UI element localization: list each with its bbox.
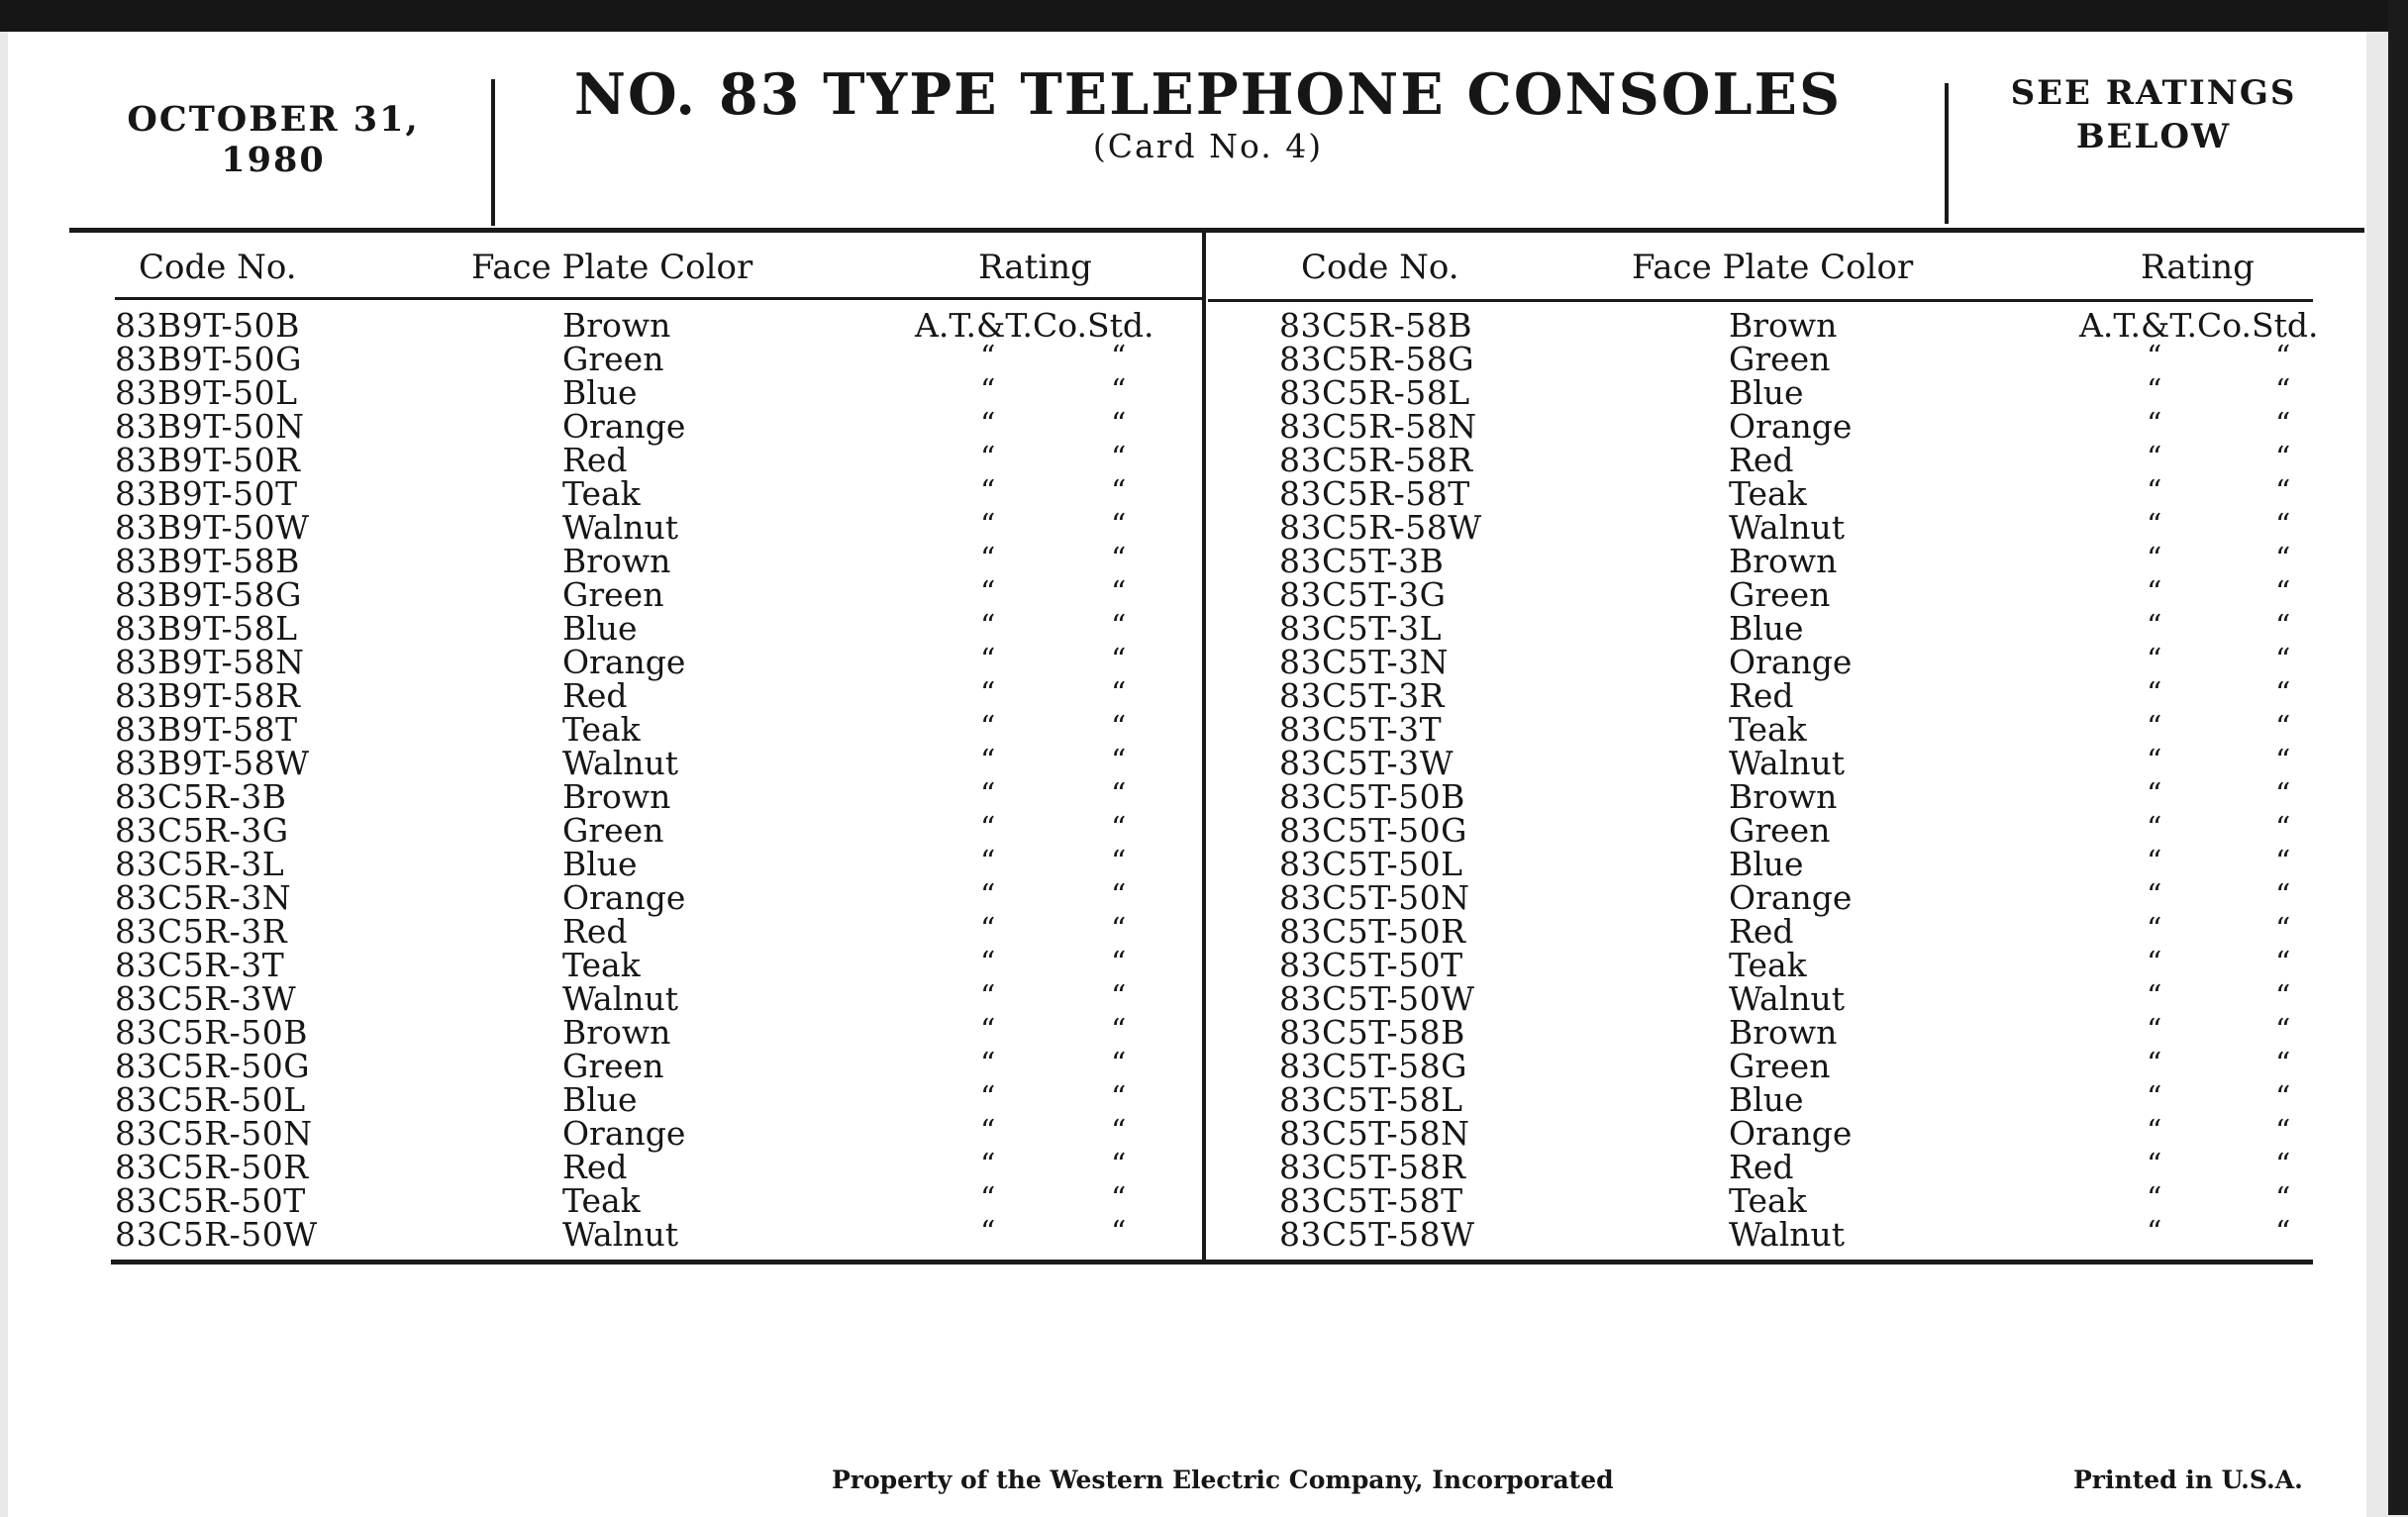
ratings-note: [1970, 71, 2337, 158]
ditto-mark: “: [2275, 878, 2291, 913]
code-cell: 83B9T-58L: [115, 609, 298, 648]
ditto-mark: “: [1111, 340, 1127, 374]
code-cell: 83C5R-50B: [115, 1013, 308, 1052]
ditto-mark: “: [2275, 676, 2291, 711]
ditto-mark: “: [2275, 1181, 2291, 1216]
right-column-head-rule: [1208, 299, 2313, 302]
code-cell: 83C5R-3N: [115, 878, 292, 917]
code-cell: 83B9T-58B: [115, 542, 300, 580]
ditto-mark: “: [980, 575, 996, 610]
ditto-mark: “: [1111, 1080, 1127, 1115]
code-cell: 83C5T-3R: [1279, 676, 1445, 715]
color-cell: Walnut: [1729, 979, 1846, 1018]
ditto-mark: “: [980, 1181, 996, 1216]
code-cell: 83C5T-50T: [1279, 946, 1463, 984]
scan-top-border: [0, 0, 2408, 32]
code-cell: 83C5R-58W: [1279, 508, 1482, 547]
ditto-mark: “: [980, 1114, 996, 1149]
color-cell: Red: [1729, 676, 1794, 715]
color-cell: Red: [1729, 441, 1794, 479]
code-cell: 83C5T-58N: [1279, 1114, 1470, 1153]
color-cell: Blue: [1729, 845, 1804, 883]
color-cell: Green: [562, 575, 664, 614]
code-cell: 83B9T-50R: [115, 441, 301, 479]
ditto-mark: “: [2147, 1013, 2162, 1048]
code-cell: 83C5R-3R: [115, 912, 288, 951]
code-cell: 83C5T-3T: [1279, 710, 1443, 749]
color-cell: Teak: [562, 474, 641, 513]
ditto-mark: “: [1111, 474, 1127, 509]
color-cell: Green: [1729, 811, 1831, 850]
left-code-header: Code No.: [139, 248, 297, 287]
color-cell: Walnut: [1729, 1215, 1846, 1254]
ditto-mark: “: [980, 474, 996, 509]
ditto-mark: “: [1111, 1047, 1127, 1081]
color-cell: Walnut: [562, 508, 679, 547]
color-cell: Brown: [1729, 777, 1838, 816]
code-cell: 83C5R-3W: [115, 979, 297, 1018]
code-cell: 83C5T-3W: [1279, 744, 1455, 782]
ditto-mark: “: [2147, 441, 2162, 475]
table-bottom-rule: [111, 1260, 2313, 1264]
ditto-mark: “: [980, 1215, 996, 1250]
color-cell: Teak: [1729, 946, 1807, 984]
ditto-mark: “: [1111, 912, 1127, 947]
ditto-mark: “: [2275, 912, 2291, 947]
ditto-mark: “: [2147, 744, 2162, 778]
code-cell: 83C5R-50T: [115, 1181, 306, 1220]
footer-property: Property of the Western Electric Company, Incorporated: [832, 1466, 1614, 1494]
code-cell: 83B9T-50N: [115, 407, 305, 446]
code-cell: 83C5R-50G: [115, 1047, 311, 1085]
code-cell: 83C5T-50W: [1279, 979, 1475, 1018]
ditto-mark: “: [1111, 1013, 1127, 1048]
ditto-mark: “: [2147, 912, 2162, 947]
code-cell: 83C5R-58R: [1279, 441, 1473, 479]
left-rating-header: Rating: [978, 248, 1092, 287]
code-cell: 83C5R-3B: [115, 777, 287, 816]
header-divider-right: [1945, 83, 1949, 224]
color-cell: Walnut: [562, 744, 679, 782]
ditto-mark: “: [2147, 407, 2162, 442]
ditto-mark: “: [2275, 710, 2291, 745]
color-cell: Teak: [1729, 710, 1807, 749]
left-column-head-rule: [115, 297, 1202, 300]
ditto-mark: “: [980, 946, 996, 980]
right-rating-header: Rating: [2141, 248, 2255, 287]
right-color-header: Face Plate Color: [1632, 248, 1914, 287]
color-cell: Green: [562, 811, 664, 850]
code-cell: 83C5T-50L: [1279, 845, 1463, 883]
left-color-header: Face Plate Color: [471, 248, 753, 287]
color-cell: Teak: [1729, 474, 1807, 513]
card-number: (Card No. 4): [1092, 127, 1324, 165]
right-code-header: Code No.: [1301, 248, 1459, 287]
color-cell: Red: [1729, 1148, 1794, 1186]
ditto-mark: “: [2275, 1047, 2291, 1081]
code-cell: 83C5T-58W: [1279, 1215, 1475, 1254]
color-cell: Blue: [562, 845, 638, 883]
code-cell: 83C5T-58B: [1279, 1013, 1465, 1052]
color-cell: Blue: [1729, 1080, 1804, 1119]
code-cell: 83C5T-58L: [1279, 1080, 1463, 1119]
code-cell: 83C5R-50N: [115, 1114, 313, 1153]
ditto-mark: “: [980, 373, 996, 408]
header-rule: [69, 228, 2364, 233]
ditto-mark: “: [980, 340, 996, 374]
ditto-mark: “: [980, 912, 996, 947]
ditto-mark: “: [2275, 340, 2291, 374]
code-cell: 83C5R-58T: [1279, 474, 1470, 513]
ditto-mark: “: [2275, 575, 2291, 610]
ditto-mark: “: [1111, 710, 1127, 745]
ditto-mark: “: [1111, 609, 1127, 644]
color-cell: Brown: [1729, 1013, 1838, 1052]
code-cell: 83C5T-58T: [1279, 1181, 1463, 1220]
color-cell: Green: [1729, 340, 1831, 378]
color-cell: Orange: [562, 878, 686, 917]
color-cell: Teak: [562, 710, 641, 749]
color-cell: Walnut: [562, 979, 679, 1018]
color-cell: Brown: [1729, 542, 1838, 580]
ditto-mark: “: [2275, 1013, 2291, 1048]
code-cell: 83B9T-50L: [115, 373, 298, 412]
code-cell: 83C5R-58L: [1279, 373, 1470, 412]
ditto-mark: “: [1111, 1181, 1127, 1216]
ditto-mark: “: [2275, 744, 2291, 778]
code-cell: 83C5R-58G: [1279, 340, 1475, 378]
ditto-mark: “: [2275, 777, 2291, 812]
rating-cell: A.T.&T.Co.Std.: [915, 306, 1154, 345]
ditto-mark: “: [2147, 946, 2162, 980]
ditto-mark: “: [1111, 777, 1127, 812]
color-cell: Red: [562, 441, 628, 479]
ditto-mark: “: [2147, 1215, 2162, 1250]
color-cell: Orange: [562, 1114, 686, 1153]
color-cell: Brown: [562, 542, 671, 580]
ditto-mark: “: [980, 643, 996, 677]
color-cell: Red: [562, 676, 628, 715]
ditto-mark: “: [980, 609, 996, 644]
ditto-mark: “: [2275, 946, 2291, 980]
ditto-mark: “: [2147, 1114, 2162, 1149]
ditto-mark: “: [980, 1080, 996, 1115]
ditto-mark: “: [2147, 777, 2162, 812]
ditto-mark: “: [980, 744, 996, 778]
ditto-mark: “: [1111, 542, 1127, 576]
ditto-mark: “: [2275, 845, 2291, 879]
code-cell: 83C5T-3L: [1279, 609, 1443, 648]
ditto-mark: “: [2147, 643, 2162, 677]
code-cell: 83C5R-3L: [115, 845, 285, 883]
color-cell: Green: [1729, 575, 1831, 614]
ditto-mark: “: [980, 811, 996, 846]
ditto-mark: “: [2147, 979, 2162, 1014]
code-cell: 83B9T-58T: [115, 710, 298, 749]
ditto-mark: “: [2275, 1215, 2291, 1250]
ditto-mark: “: [980, 1148, 996, 1182]
ditto-mark: “: [2147, 373, 2162, 408]
code-cell: 83C5R-58B: [1279, 306, 1472, 345]
ditto-mark: “: [1111, 979, 1127, 1014]
ditto-mark: “: [2275, 1148, 2291, 1182]
ditto-mark: “: [2275, 542, 2291, 576]
color-cell: Brown: [1729, 306, 1838, 345]
code-cell: 83C5T-50R: [1279, 912, 1466, 951]
code-cell: 83C5T-3G: [1279, 575, 1447, 614]
color-cell: Orange: [562, 407, 686, 446]
code-cell: 83B9T-58N: [115, 643, 305, 681]
ditto-mark: “: [2275, 811, 2291, 846]
ditto-mark: “: [2147, 676, 2162, 711]
ditto-mark: “: [980, 1013, 996, 1048]
ditto-mark: “: [980, 676, 996, 711]
page-title: NO. 83 TYPE TELEPHONE CONSOLES: [573, 61, 1843, 128]
ditto-mark: “: [2275, 609, 2291, 644]
color-cell: Brown: [562, 1013, 671, 1052]
code-cell: 83B9T-50G: [115, 340, 302, 378]
ditto-mark: “: [2275, 407, 2291, 442]
table-center-divider: [1202, 230, 1206, 1264]
ditto-mark: “: [2147, 575, 2162, 610]
color-cell: Blue: [1729, 373, 1804, 412]
ditto-mark: “: [980, 542, 996, 576]
ditto-mark: “: [2147, 474, 2162, 509]
ditto-mark: “: [1111, 845, 1127, 879]
code-cell: 83C5R-50W: [115, 1215, 318, 1254]
color-cell: Blue: [1729, 609, 1804, 648]
color-cell: Red: [1729, 912, 1794, 951]
code-cell: 83C5R-58N: [1279, 407, 1477, 446]
ditto-mark: “: [1111, 407, 1127, 442]
ditto-mark: “: [2275, 441, 2291, 475]
ditto-mark: “: [1111, 811, 1127, 846]
ditto-mark: “: [2275, 643, 2291, 677]
color-cell: Orange: [1729, 643, 1853, 681]
code-cell: 83C5T-50G: [1279, 811, 1467, 850]
ditto-mark: “: [1111, 1114, 1127, 1149]
color-cell: Orange: [1729, 407, 1853, 446]
color-cell: Blue: [562, 1080, 638, 1119]
ditto-mark: “: [2275, 474, 2291, 509]
ditto-mark: “: [2275, 373, 2291, 408]
code-cell: 83B9T-50T: [115, 474, 298, 513]
color-cell: Orange: [562, 643, 686, 681]
code-cell: 83B9T-58R: [115, 676, 301, 715]
color-cell: Teak: [562, 1181, 641, 1220]
ditto-mark: “: [2147, 845, 2162, 879]
ditto-mark: “: [2147, 1148, 2162, 1182]
ditto-mark: “: [2147, 340, 2162, 374]
ditto-mark: “: [2147, 710, 2162, 745]
issue-date: OCTOBER 31, 1980: [127, 99, 420, 180]
ditto-mark: “: [1111, 676, 1127, 711]
ditto-mark: “: [1111, 373, 1127, 408]
code-cell: 83C5R-3T: [115, 946, 285, 984]
color-cell: Green: [562, 1047, 664, 1085]
ditto-mark: “: [980, 441, 996, 475]
ditto-mark: “: [980, 710, 996, 745]
ditto-mark: “: [980, 845, 996, 879]
scan-right-border: [2388, 0, 2408, 1515]
ditto-mark: “: [1111, 575, 1127, 610]
ditto-mark: “: [1111, 946, 1127, 980]
ditto-mark: “: [2147, 1047, 2162, 1081]
ditto-mark: “: [2147, 878, 2162, 913]
color-cell: Green: [562, 340, 664, 378]
ditto-mark: “: [980, 508, 996, 543]
ditto-mark: “: [1111, 1215, 1127, 1250]
ditto-mark: “: [980, 1047, 996, 1081]
ratings-note-line1: SEE RATINGS: [2010, 73, 2297, 113]
rating-cell: A.T.&T.Co.Std.: [2079, 306, 2319, 345]
ditto-mark: “: [980, 407, 996, 442]
ditto-mark: “: [1111, 878, 1127, 913]
code-cell: 83C5R-50R: [115, 1148, 309, 1186]
ditto-mark: “: [2275, 979, 2291, 1014]
ditto-mark: “: [2275, 508, 2291, 543]
code-cell: 83B9T-58G: [115, 575, 302, 614]
ditto-mark: “: [980, 878, 996, 913]
ditto-mark: “: [1111, 1148, 1127, 1182]
ditto-mark: “: [1111, 744, 1127, 778]
code-cell: 83C5T-50B: [1279, 777, 1465, 816]
color-cell: Brown: [562, 777, 671, 816]
ditto-mark: “: [2275, 1080, 2291, 1115]
color-cell: Walnut: [562, 1215, 679, 1254]
code-cell: 83C5R-3G: [115, 811, 289, 850]
ditto-mark: “: [2147, 1080, 2162, 1115]
ditto-mark: “: [1111, 441, 1127, 475]
color-cell: Teak: [562, 946, 641, 984]
ditto-mark: “: [1111, 508, 1127, 543]
ditto-mark: “: [1111, 643, 1127, 677]
ditto-mark: “: [2147, 1181, 2162, 1216]
ditto-mark: “: [2147, 811, 2162, 846]
color-cell: Walnut: [1729, 508, 1846, 547]
color-cell: Teak: [1729, 1181, 1807, 1220]
code-cell: 83C5T-58R: [1279, 1148, 1466, 1186]
code-cell: 83C5T-3B: [1279, 542, 1445, 580]
code-cell: 83B9T-58W: [115, 744, 310, 782]
color-cell: Blue: [562, 373, 638, 412]
ditto-mark: “: [2147, 609, 2162, 644]
ratings-note-line2: BELOW: [2075, 117, 2232, 156]
color-cell: Green: [1729, 1047, 1831, 1085]
footer-printed: Printed in U.S.A.: [2073, 1466, 2303, 1494]
code-cell: 83C5T-58G: [1279, 1047, 1467, 1085]
ditto-mark: “: [980, 777, 996, 812]
code-cell: 83C5T-50N: [1279, 878, 1470, 917]
ditto-mark: “: [2147, 542, 2162, 576]
color-cell: Red: [562, 1148, 628, 1186]
code-cell: 83C5R-50L: [115, 1080, 306, 1119]
color-cell: Red: [562, 912, 628, 951]
ditto-mark: “: [2147, 508, 2162, 543]
code-cell: 83B9T-50W: [115, 508, 310, 547]
color-cell: Walnut: [1729, 744, 1846, 782]
color-cell: Orange: [1729, 1114, 1853, 1153]
document-card: [8, 32, 2366, 1517]
color-cell: Orange: [1729, 878, 1853, 917]
ditto-mark: “: [2275, 1114, 2291, 1149]
code-cell: 83B9T-50B: [115, 306, 300, 345]
ditto-mark: “: [980, 979, 996, 1014]
color-cell: Brown: [562, 306, 671, 345]
code-cell: 83C5T-3N: [1279, 643, 1450, 681]
color-cell: Blue: [562, 609, 638, 648]
